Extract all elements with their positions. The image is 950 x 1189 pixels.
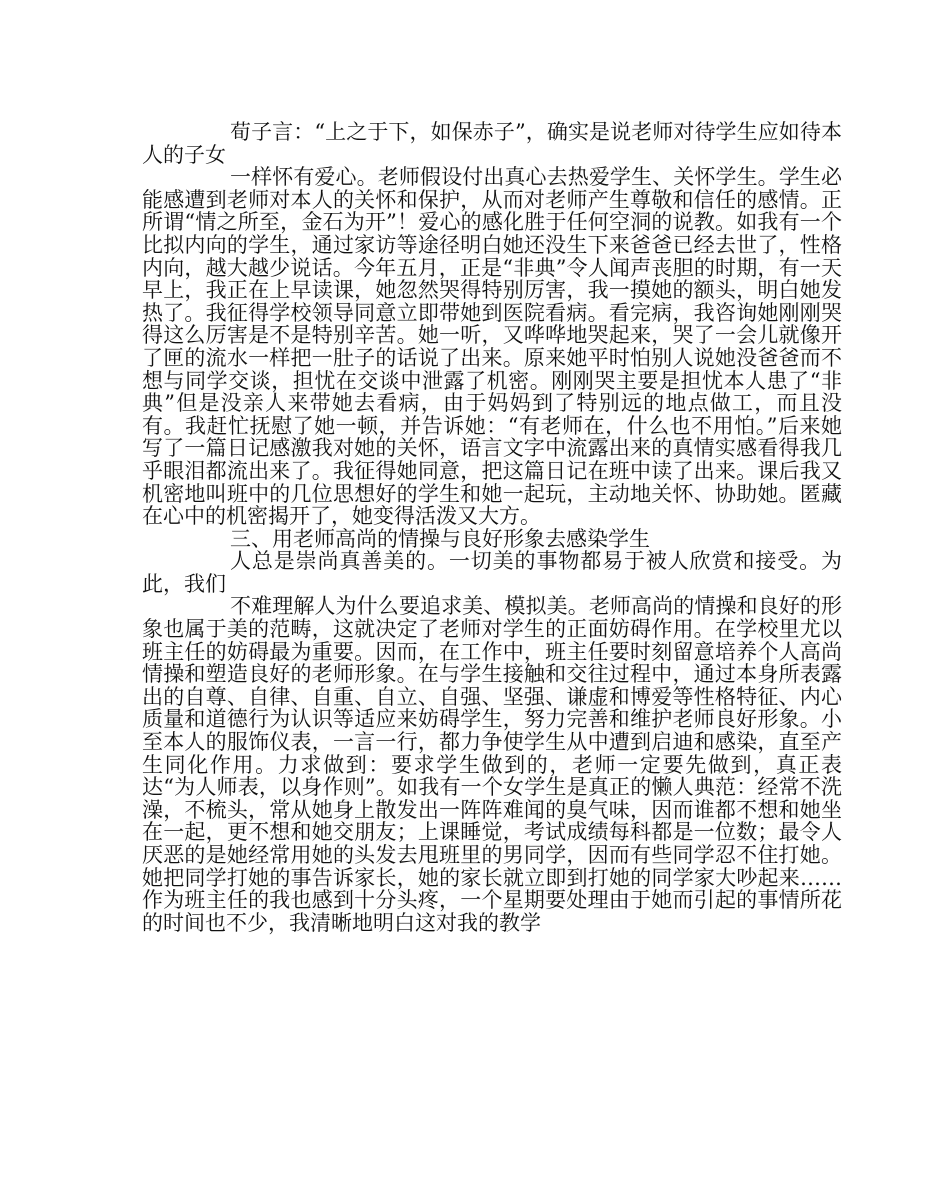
paragraph-care-story: 一样怀有爱心。老师假设付出真心去热爱学生、关怀学生。学生必能感遭到老师对本人的关怀和保护，从而对老师产生尊敬和信任的感情。正所谓“情之所至，金石为开”！爱心的感化胜于任何空洞的说教。如我有一个比拟内向的学生，通过家访等途径明白她还没生下来爸爸已经去世了，性格内向，越大越少说话。今年五月，正是“非典”令人闻声丧胆的时期，有一天早上，我正在上早读课，她忽然哭得特别厉害，我一摸她的额头，明白她发热了。我征得学校领导同意立即带她到医院看病。看完病，我咨询她刚刚哭得这么厉害是不是特别辛苦。她一听，又哗哗地哭起来，哭了一会儿就像开了匣的流水一样把一肚子的话说了出来。原来她平时怕别人说她没爸爸而不想与同学交谈，担忧在交谈中泄露了机密。刚刚哭主要是担忧本人患了“非典”但是没亲人来带她去看病，由于妈妈到了特别远的地点做工，而且没有。我赶忙抚慰了她一顿，并告诉她：“有老师在，什么也不用怕。”后来她写了一篇日记感激我对她的关怀，语言文字中流露出来的真情实感看得我几乎眼泪都流出来了。我征得她同意，把这篇日记在班中读了出来。课后我又机密地叫班中的几位思想好的学生和她一起玩，主动地关怀、协助她。匿藏在心中的机密揭开了，她变得活泼又大方。	[142, 165, 842, 529]
paragraph-beauty-intro: 人总是崇尚真善美的。一切美的事物都易于被人欣赏和接受。为此，我们	[142, 549, 842, 596]
document-page	[142, 121, 842, 934]
paragraph-teacher-image: 不难理解人为什么要追求美、模拟美。老师高尚的情操和良好的形象也属于美的范畴，这就决定了老师对学生的正面妨碍作用。在学校里尤以班主任的妨碍最为重要。因而，在工作中，班主任要时刻留意培养个人高尚情操和塑造良好的老师形象。在与学生接触和交往过程中，通过本身所表露出的自尊、自律、自重、自立、自强、坚强、谦虚和博爱等性格特征、内心质量和道德行为认识等适应来妨碍学生，努力完善和维护老师良好形象。小至本人的服饰仪表，一言一行，都力争使学生从中遭到启迪和感染，直至产生同化作用。力求做到：要求学生做到的，老师一定要先做到，真正表达“为人师表，以身作则”。如我有一个女学生是真正的懒人典范：经常不洗澡，不梳头，常从她身上散发出一阵阵难闻的臭气味，因而谁都不想和她坐在一起，更不想和她交朋友；上课睡觉，考试成绩每科都是一位数；最令人厌恶的是她经常用她的头发去甩班里的男同学，因而有些同学忍不住打她。她把同学打她的事告诉家长，她的家长就立即到打她的同学家大吵起来……作为班主任的我也感到十分头疼，一个星期要处理由于她而引起的事情所花的时间也不少，我清晰地明白这对我的教学	[142, 594, 842, 935]
paragraph-xunzi-quote: 荀子言：“上之于下，如保赤子”，确实是说老师对待学生应如待本人的子女	[142, 120, 842, 167]
section-heading-three: 三、用老师高尚的情操与良好形象去感染学生	[230, 526, 650, 551]
